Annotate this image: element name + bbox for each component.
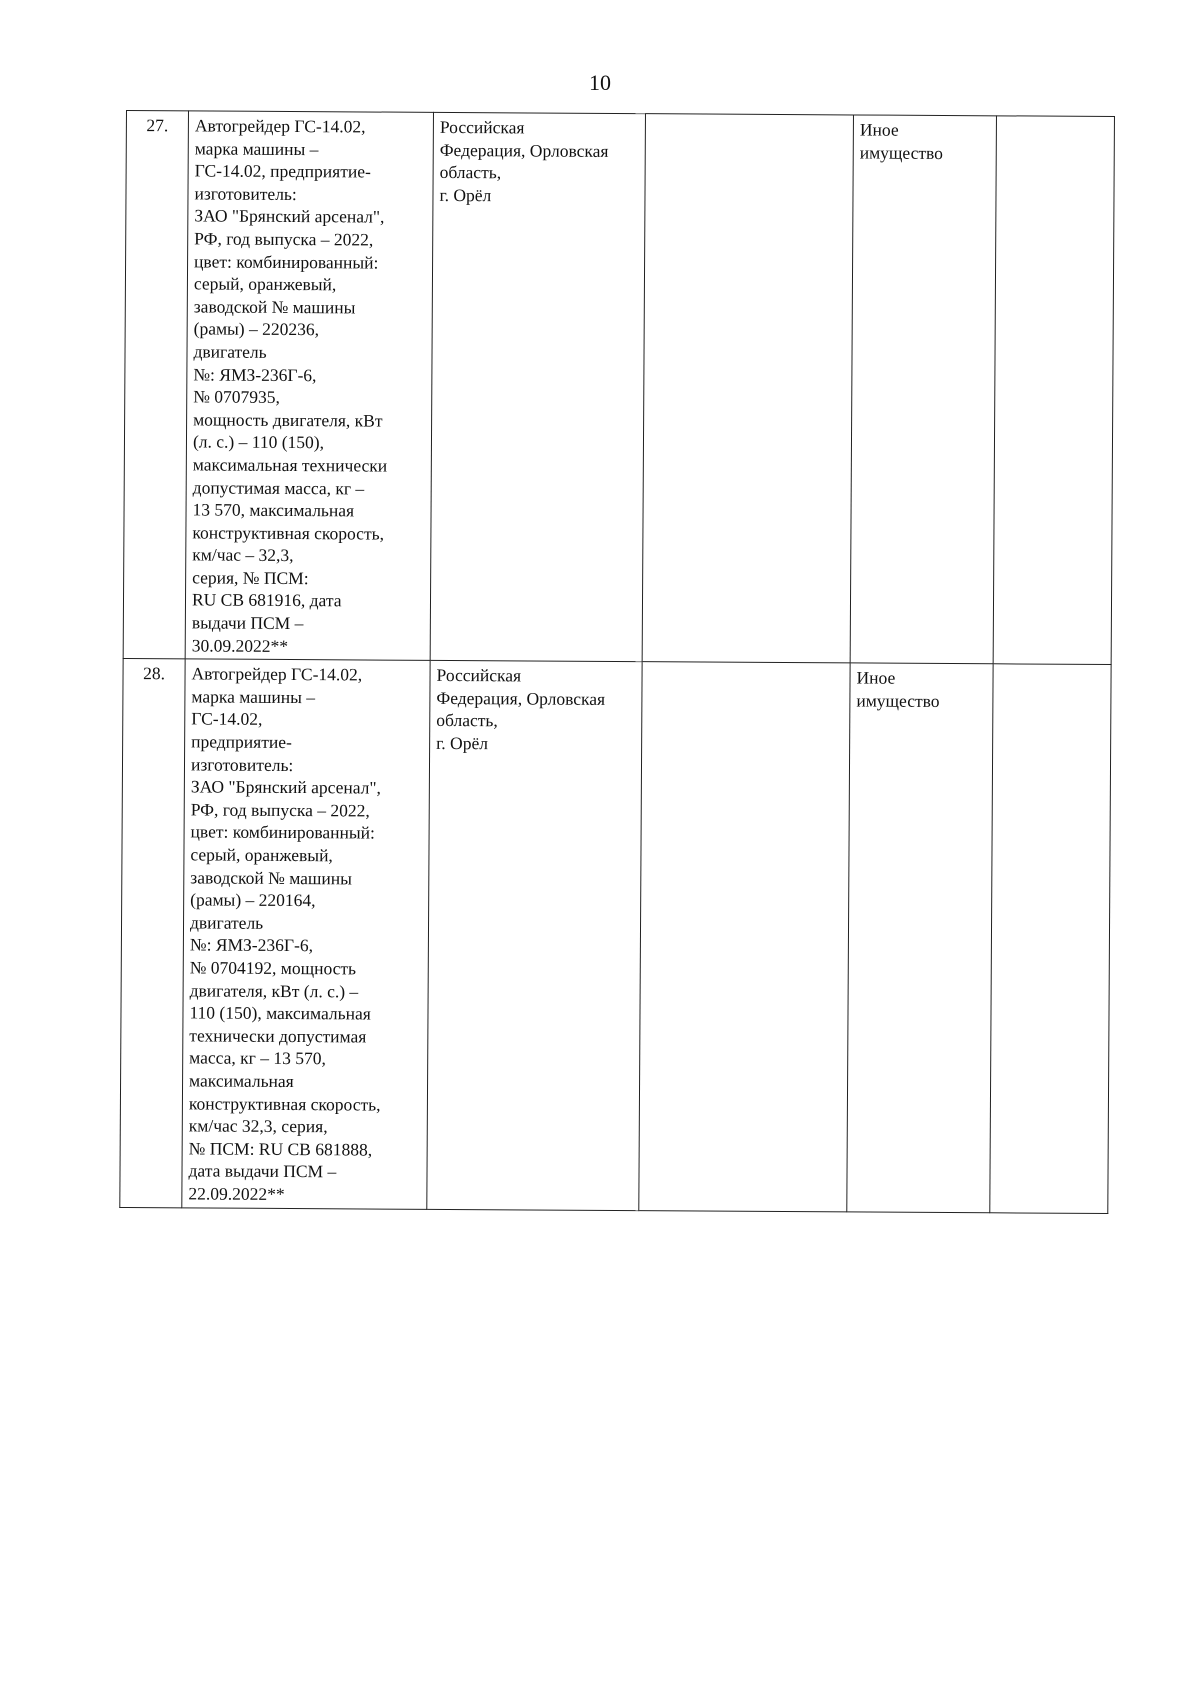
empty-cell (639, 662, 850, 1212)
property-location: Российская Федерация, Орловская область, г. Орёл (430, 112, 645, 662)
property-type: Иное имущество (847, 663, 993, 1212)
empty-cell (993, 116, 1114, 665)
page-number: 10 (589, 70, 611, 95)
row-number: 28. (120, 659, 185, 1208)
property-type: Иное имущество (850, 115, 996, 664)
property-location: Российская Федерация, Орловская область, г. Орёл (427, 661, 642, 1211)
empty-cell (990, 664, 1111, 1213)
table-row (123, 111, 1114, 665)
empty-cell (642, 114, 853, 664)
property-description: Автогрейдер ГС-14.02, марка машины – ГС-14.02, предприятие- изготовитель: ЗАО "Брянский арсенал", РФ, год выпуска – 2022, цвет: комбинированный: серый, оранжевый, заводской № машины (рамы) – 220236, двигатель №: ЯМЗ-236Г-6, № 0707935, мощность двигателя, кВт (л. с.) – 110 (150), максимальная технически допустимая масса, кг – 13 570, максимальная конструктивная скорость, км/час – 32,3, серия, № ПСМ: RU CB 681916, дата выдачи ПСМ – 30.09.2022** (185, 111, 433, 661)
property-table (119, 110, 1115, 1214)
table-row (120, 659, 1111, 1213)
property-description: Автогрейдер ГС-14.02, марка машины – ГС-14.02, предприятие- изготовитель: ЗАО "Брянский арсенал", РФ, год выпуска – 2022, цвет: комбинированный: серый, оранжевый, заводской № машины (рамы) – 220164, двигатель №: ЯМЗ-236Г-6, № 0704192, мощность двигателя, кВт (л. с.) – 110 (150), максимальная технически допустимая масса, кг – 13 570, максимальная конструктивная скорость, км/час 32,3, серия, № ПСМ: RU CB 681888, дата выдачи ПСМ – 22.09.2022** (182, 659, 430, 1209)
row-number: 27. (123, 111, 188, 660)
